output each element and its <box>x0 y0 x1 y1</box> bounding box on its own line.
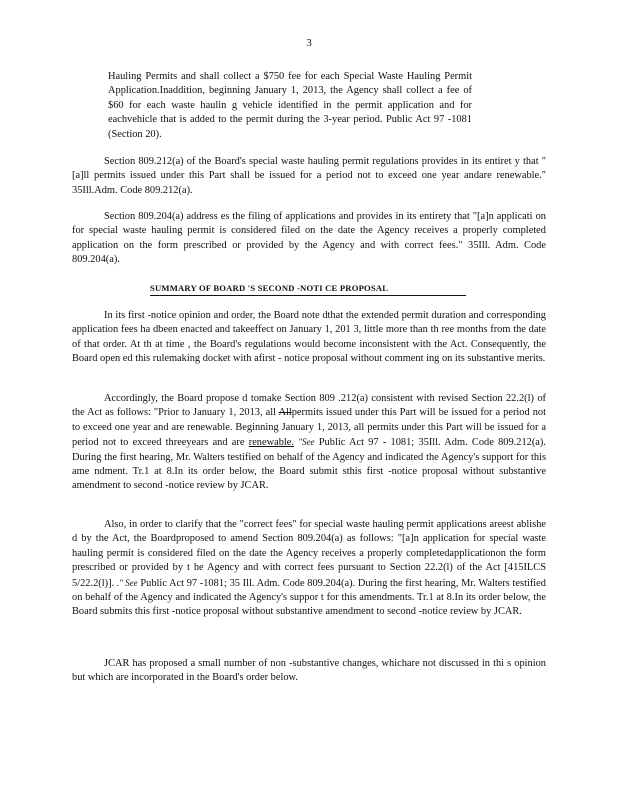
correct-fees-text-a: Also, in order to clarify that the "correct fees" for special waste hauling permit applications areest ablishe d by the Act, the Boardproposed to amend Section 809.204(a) as follows: "[a]n application for special waste hauling permit is considered filed on the date the Agency receives a properly completedapplicationon the form prescribed or provided by t he Agency and with correct fees pursuant to Section 22.2(l) of the Act [415ILCS 5/22.2(l)]. <box>72 519 546 589</box>
section-809-212-paragraph <box>72 155 546 198</box>
jcar-text: JCAR has proposed a small number of non -substantive changes, whichare not discussed in thi s opinion but which are incorporated in the Board's order below. <box>72 658 546 684</box>
accordingly-text-b: permits issued under this Part will be issued for a period not to exceed one year and are renewable. Beginning January 1, 2013, all permits under this Part will be issued for a period not to exceed threeyears and are <box>72 407 546 449</box>
see-signal: "See <box>298 437 315 448</box>
correct-fees-paragraph <box>72 518 546 620</box>
section-809-212-text: Section 809.212(a) of the Board's special waste hauling permit regulations provides in its entiret y that "[a]ll permits issued under this Part shall be issued for a period not to exceed one year andare renewable." 35Ill.Adm. Code 809.212(a). <box>72 156 546 196</box>
fee-quote-text: Hauling Permits and shall collect a $750 fee for each Special Waste Hauling Permit Application.Inaddition, beginning January 1, 2013, the Agency shall collect a fee of $60 for each waste haulin g vehicle identified in the permit application and for eachvehicle that is added to the permit during the 3-year period. Public Act 97 -1081 (Section 20). <box>108 71 472 140</box>
struck-text: All <box>278 407 292 419</box>
see-signal-2: ." See <box>116 577 138 588</box>
correct-fees-text-b: Public Act 97 -1081; 35 Ill. Adm. Code 809.204(a). During the first hearing, Mr. Walters testified on behalf of the Agency and indicated the Agency's suppor t for this amendments. Tr.1 at 8.In its order below, the Board submits this first -notice proposal without substantive amendment to second -notice review by JCAR. <box>72 577 546 618</box>
page-number: 3 <box>306 37 312 49</box>
accordingly-text-a: Accordingly, the Board propose d tomake Section 809 .212(a) consistent with revised Section 22.2(l) of the Act as follows: "Prior to January 1, 2013, all <box>72 393 546 419</box>
accordingly-paragraph <box>72 392 546 494</box>
first-notice-paragraph <box>72 309 546 367</box>
section-809-204-text: Section 809.204(a) address es the filing of applications and provides in its entirety that "[a]n applicati on for special waste hauling permit is considered filed on the date the Agency receives a properly completed application on the form prescribed or provided by the Agency and with correct fees." 35Ill. Adm. Code 809.204(a). <box>72 211 546 266</box>
underlined-text: renewable. <box>248 437 295 449</box>
accordingly-text-c: Public Act 97 - 1081; 35Ill. Adm. Code 809.212(a). During the first hearing, Mr. Walters testified on behalf of the Agency and indicated the Agency's support for this ame ndment. Tr.1 at 8.In its order below, the Board submit sthis first -notice proposal without substantive amendment to second -notice review by JCAR. <box>72 437 546 492</box>
section-809-204-paragraph <box>72 210 546 268</box>
jcar-paragraph <box>72 657 546 686</box>
first-notice-text: In its first -notice opinion and order, the Board note dthat the extended permit duration and corresponding application fees ha dbeen enacted and takeeffect on January 1, 201 3, little more than th ree months from the date of that order. At th at time , the Board's regulations would become inconsistent with the Act. Consequently, the Board open ed this rulemaking docket with afirst - notice proposal without comment ing on its substantive merits. <box>72 310 546 365</box>
section-heading: SUMMARY OF BOARD 'S SECOND -NOTI CE PROPOSAL <box>150 283 466 296</box>
fee-quote-paragraph <box>108 70 472 142</box>
